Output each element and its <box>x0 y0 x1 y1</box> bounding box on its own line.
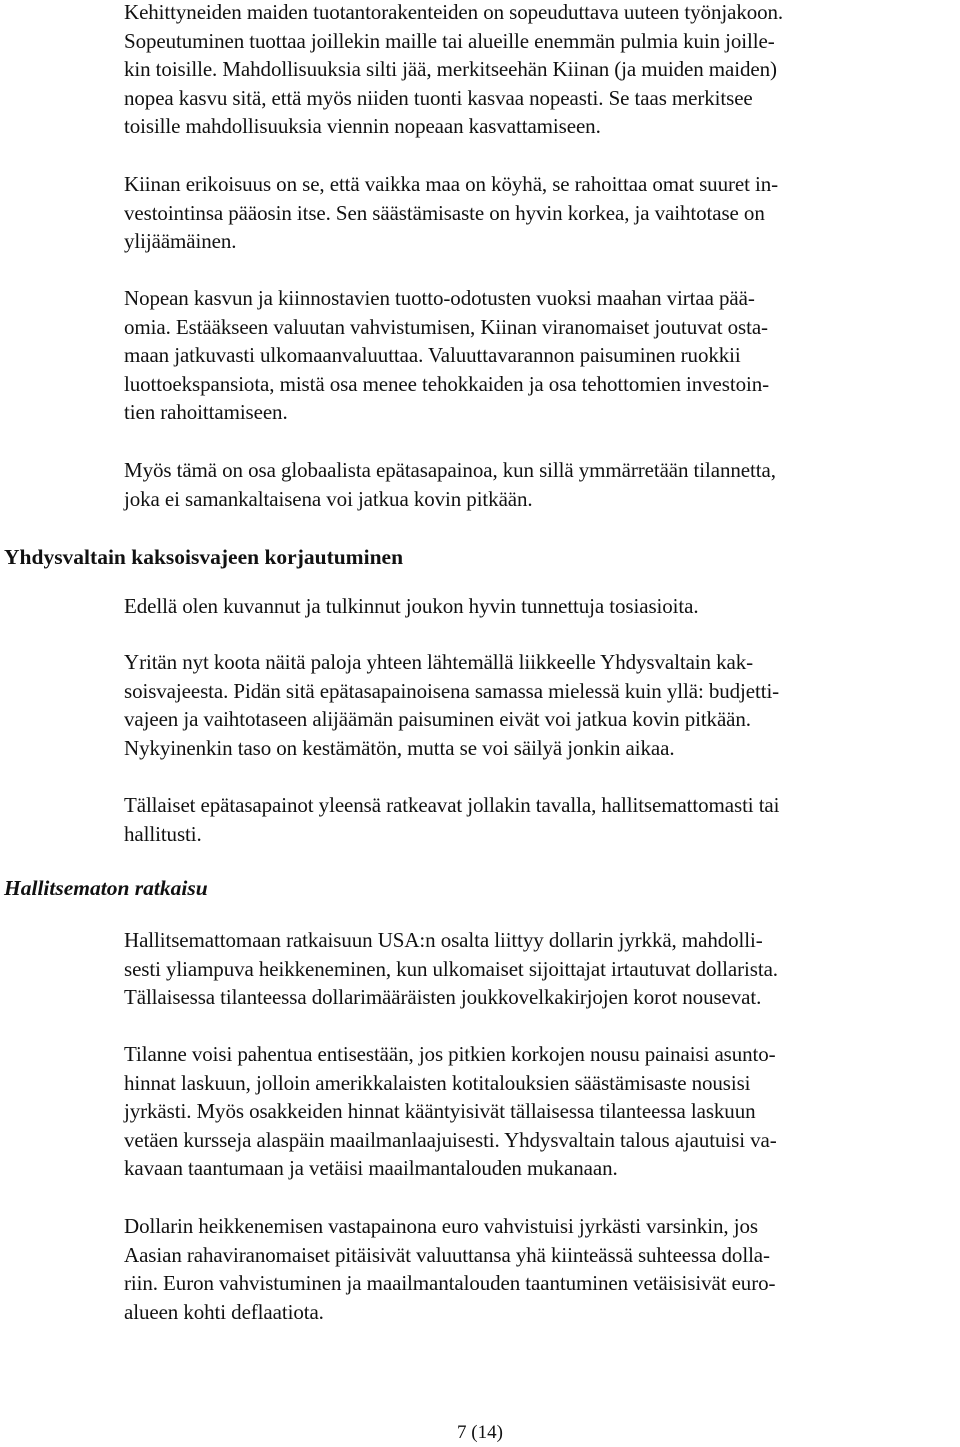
text-line: joka ei samankaltaisena voi jatkua kovin pitkään. <box>124 486 533 511</box>
text-line: omia. Estääkseen valuutan vahvistumisen, Kiinan viranomaiset joutuvat osta- <box>124 314 768 339</box>
text-line: toisille mahdollisuuksia viennin nopeaan kasvattamiseen. <box>124 114 601 139</box>
paragraph <box>124 284 958 427</box>
text-line: Tällaisessa tilanteessa dollarimääräisten joukkovelkakirjojen korot nousevat. <box>124 985 762 1010</box>
text-line: Myös tämä on osa globaalista epätasapainoa, kun sillä ymmärretään tilannetta, <box>124 458 776 482</box>
text-line: luottoekspansiota, mistä osa menee tehokkaiden ja osa tehottomien investoin- <box>124 371 770 396</box>
paragraph <box>124 170 958 256</box>
paragraph <box>124 1040 958 1183</box>
text-line: Sopeutuminen tuottaa joillekin maille tai alueille enemmän pulmia kuin joille- <box>124 28 775 53</box>
text-line: soisvajeesta. Pidän sitä epätasapainoisena samassa mielessä kuin yllä: budjetti- <box>124 678 780 703</box>
text-line: Hallitsemattomaan ratkaisuun USA:n osalta liittyy dollarin jyrkkä, mahdolli- <box>124 928 763 952</box>
paragraph <box>124 1212 958 1326</box>
text-line: Tällaiset epätasapainot yleensä ratkeavat jollakin tavalla, hallitsemattomasti tai <box>124 793 780 817</box>
paragraph <box>124 456 958 513</box>
text-line: Kehittyneiden maiden tuotantorakenteiden on sopeuduttava uuteen työnjakoon. <box>124 0 784 24</box>
text-line: hinnat laskuun, jolloin amerikkalaisten kotitalouksien säästämisaste nousisi <box>124 1070 751 1095</box>
text-line: Aasian rahaviranomaiset pitäisivät valuuttansa yhä kiinteässä suhteessa dolla- <box>124 1242 770 1267</box>
text-line: jyrkästi. Myös osakkeiden hinnat kääntyisivät tällaisessa tilanteessa laskuun <box>124 1099 756 1124</box>
text-line: hallitusti. <box>124 821 202 846</box>
paragraph <box>124 648 958 762</box>
paragraph <box>124 791 958 848</box>
page-number: 7 (14) <box>457 1422 503 1443</box>
text-line: ylijäämäinen. <box>124 229 237 254</box>
paragraph <box>124 926 958 1012</box>
section-heading: Yhdysvaltain kaksoisvajeen korjautuminen <box>4 545 404 569</box>
text-line: kavaan taantumaan ja vetäisi maailmantalouden mukanaan. <box>124 1156 618 1181</box>
text-line: tien rahoittamiseen. <box>124 400 288 425</box>
text-line: Yritän nyt koota näitä paloja yhteen lähtemällä liikkeelle Yhdysvaltain kak- <box>124 650 753 674</box>
text-line: Nopean kasvun ja kiinnostavien tuotto-odotusten vuoksi maahan virtaa pää- <box>124 286 755 310</box>
text-line: Tilanne voisi pahentua entisestään, jos pitkien korkojen nousu painaisi asunto- <box>124 1042 776 1066</box>
paragraph <box>124 592 958 621</box>
text-line: Kiinan erikoisuus on se, että vaikka maa on köyhä, se rahoittaa omat suuret in- <box>124 172 779 196</box>
text-line: riin. Euron vahvistuminen ja maailmantalouden taantuminen vetäisisivät euro- <box>124 1271 776 1296</box>
text-line: Dollarin heikkenemisen vastapainona euro vahvistuisi jyrkästi varsinkin, jos <box>124 1214 758 1238</box>
paragraph <box>124 0 958 141</box>
text-line: vestointinsa pääosin itse. Sen säästämisaste on hyvin korkea, ja vaihtotase on <box>124 200 765 225</box>
text-line: Edellä olen kuvannut ja tulkinnut joukon hyvin tunnettuja tosiasioita. <box>124 594 699 618</box>
text-line: vajeen ja vaihtotaseen alijäämän paisuminen eivät voi jatkua kovin pitkään. <box>124 707 751 732</box>
text-line: nopea kasvu sitä, että myös niiden tuonti kasvaa nopeasti. Se taas merkitsee <box>124 85 753 110</box>
text-line: alueen kohti deflaatiota. <box>124 1299 324 1324</box>
text-line: sesti yliampuva heikkeneminen, kun ulkomaiset sijoittajat irtautuvat dollarista. <box>124 956 778 981</box>
text-line: maan jatkuvasti ulkomaanvaluuttaa. Valuuttavarannon paisuminen ruokkii <box>124 343 741 368</box>
text-line: kin toisille. Mahdollisuuksia silti jää, merkitseehän Kiinan (ja muiden maiden) <box>124 57 777 82</box>
subsection-heading: Hallitsematon ratkaisu <box>4 876 208 900</box>
text-line: vetäen kursseja alaspäin maailmanlaajuisesti. Yhdysvaltain talous ajautuisi va- <box>124 1127 777 1152</box>
text-line: Nykyinenkin taso on kestämätön, mutta se voi säilyä jonkin aikaa. <box>124 735 675 760</box>
